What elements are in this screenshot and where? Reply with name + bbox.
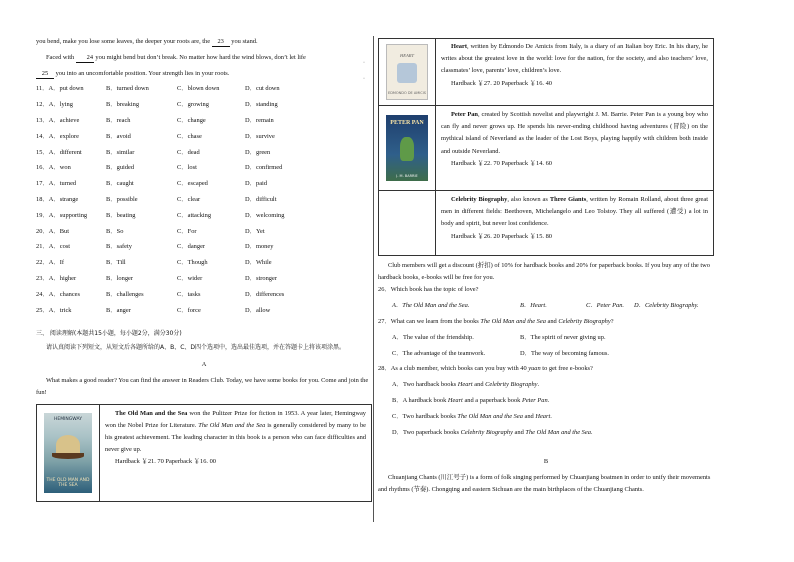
option-row: 15．A．different B．similar C．dead D．green (36, 148, 271, 156)
passage-letter: A (201, 361, 207, 369)
question-27-options-ab (378, 334, 714, 350)
book-price: Hardback ￥26. 20 Paperback ￥15. 80 (451, 232, 552, 240)
book-price: Hardback ￥21. 70 Paperback ￥16. 00 (115, 458, 216, 466)
book-desc: Heart, written by Edmondo De Amicis from Italy, is a diary of an Italian boy Eric. In his diary, he writes about the greatest love in the world: love for the nation, for the society, and also teachers’ love, classmates’ love, parents’ love, children’s love. Hardback ￥27. 20 Paperback ￥16. 40 (436, 39, 713, 105)
column-divider (373, 36, 374, 522)
option-a: A．The Old Man and the Sea. (392, 302, 470, 310)
blank-24: 24 (76, 54, 94, 63)
question-27: 27．What can we learn from the books The Old Man and the Sea and Celebrity Biography? (378, 317, 614, 325)
option-row: 12．A．lying B．breaking C．growing D．standing (36, 101, 278, 109)
passage-line: you bend, make you lose some leaves, the deeper your roots are, the 23 you stand. (36, 38, 258, 45)
option-row: 25．A．trick B．anger C．force D．allow (36, 306, 271, 314)
passage-intro: What makes a good reader? You can find the answer in Readers Club. Today, we have some books for you. Come and join the fun! (36, 377, 369, 397)
option-row: 24．A．chances B．challenges C．tasks D．differences (36, 290, 285, 298)
book-cover (37, 405, 100, 501)
option-row: 22．A．If B．Till C．Though D．While (36, 259, 272, 267)
option-row: 23．A．higher B．longer C．wider D．stronger (36, 274, 277, 282)
option-row: 20．A．But B．So C．For D．Yet (36, 227, 265, 235)
option-row: 13．A．achieve B．reach C．change D．remain (36, 116, 274, 124)
passage-letter: B (543, 458, 549, 466)
option-row: 16．A．won B．guided C．lost D．confirmed (36, 164, 283, 172)
section-title: 三、 阅读理解(本题共15小题，每小题2分，满分30分) (36, 330, 182, 338)
option-d: D．Two paperback books Celebrity Biography and The Old Man and the Sea. (392, 428, 593, 436)
option-c: C．Two hardback books The Old Man and the Sea and Heart. (392, 412, 552, 420)
book-desc: Celebrity Biography, also known as Three Giants, written by Romain Rolland, about three great men in different fields: Beethoven, Michelangelo and Leo Tolstoy. They all suffered (遭受) a lot in body and spirit, but never lost confidence. Hardback ￥26. 20 Paperback ￥15. 80 (436, 191, 713, 255)
book-cover-old-man: HEMINGWAY THE OLD MAN AND THE SEA (44, 413, 92, 493)
option-row: 17．A．turned B．caught C．escaped D．paid (36, 180, 268, 188)
option-row: 14．A．explore B．avoid C．chase D．survive (36, 132, 275, 140)
passage-line: 25 you into an uncomfortable position. Your strength lies in your roots. (36, 70, 372, 86)
option-row: 18．A．strange B．possible C．clear D．difficult (36, 195, 277, 203)
option-row: 11．A．put down B．turned down C．blown down D．cut down (36, 85, 280, 93)
question-26: 26．Which book has the topic of love? (378, 286, 479, 294)
option-b: B．Heart. (520, 302, 547, 310)
option-b: B．The spirit of never giving up. (520, 333, 606, 341)
option-row: 21．A．cost B．safety C．danger D．money (36, 243, 274, 251)
question-27-options-cd (378, 350, 714, 366)
club-note: Club members will get a discount (折扣) of 10% for hardback books and 20% for paperback books. If you buy any of the two hardback books, e-books will be free for you. (378, 262, 710, 282)
passage-line: Faced with 24 you might bend but don’t break. No matter how hard the wind blows, don’t let life (46, 53, 306, 61)
book-title: Heart (451, 43, 467, 50)
book-card-celebrity (378, 191, 714, 256)
book-title: Peter Pan (451, 111, 478, 118)
blank-25: 25 (36, 70, 54, 79)
book-title: The Old Man and the Sea (115, 409, 188, 417)
book-price: Hardback ￥27. 20 Paperback ￥16. 40 (451, 79, 552, 87)
book-desc: Peter Pan, created by Scottish novelist and playwright J. M. Barrie. Peter Pan is a young boy who can fly and never grows up. He spends his never-ending childhood having adventures (冒险) on the mythical island of Neverland as the leader of the Lost Boys, playing happily with children both inside and outside Neverland. Hardback ￥22. 70 Paperback ￥14. 60 (436, 106, 713, 190)
section-instruction: 请认真阅读下列短文，从短文后各题所给的A、B、C、D四个选项中，选出最佳选项，并在答题卡上将该项涂黑。 (46, 343, 346, 351)
right-column (378, 38, 714, 497)
book-cover-peter-pan: PETER PAN J. M. BARRIE (386, 115, 428, 181)
option-d: D．Celebrity Biography. (634, 302, 699, 310)
option-c: C．Peter Pan. (586, 302, 624, 310)
question-26-options (378, 302, 714, 318)
blank-23: 23 (212, 38, 230, 47)
option-d: D．The way of becoming famous. (520, 349, 609, 357)
book-card-old-man (36, 404, 372, 502)
book-cover-heart: HEART EDMONDO DE AMICIS (386, 44, 428, 100)
margin-marks: · · (363, 60, 365, 82)
passage-b-text: Chuanjiang Chants (川江号子) is a form of folk singing performed by Chuanjiang boatmen in order to unify their movements and rhythms (节奏). Chongqing and eastern Sichuan are the main birthplaces of the Chuanjiang Chants. (378, 474, 711, 494)
options-list (36, 85, 372, 322)
option-row: 19．A．supporting B．beating C．attacking D．welcoming (36, 211, 285, 219)
option-c: C．The advantage of the teamwork. (392, 349, 486, 357)
book-desc: The Old Man and the Sea won the Pulitzer Prize for fiction in 1953. A year later, Hemingway won the Nobel Prize for Literature. The Old Man and the Sea is generally considered by many to be his greatest achievement. The leading character in this book is a person who can face difficulties and never give up. Hardback ￥21. 70 Paperback ￥16. 00 (100, 405, 371, 501)
book-card-peter-pan (378, 106, 714, 191)
book-price: Hardback ￥22. 70 Paperback ￥14. 60 (451, 159, 552, 167)
option-b: B．A hardback book Heart and a paperback book Peter Pan. (392, 396, 550, 404)
book-title: Celebrity Biography (451, 196, 508, 203)
book-card-heart (378, 38, 714, 106)
question-28: 28．As a club member, which books can you buy with 40 yuan to get free e-books? (378, 365, 593, 373)
left-column (36, 38, 372, 502)
option-a: A．The value of the friendship. (392, 333, 474, 341)
option-a: A．Two hardback books Heart and Celebrity Biography. (392, 381, 540, 389)
